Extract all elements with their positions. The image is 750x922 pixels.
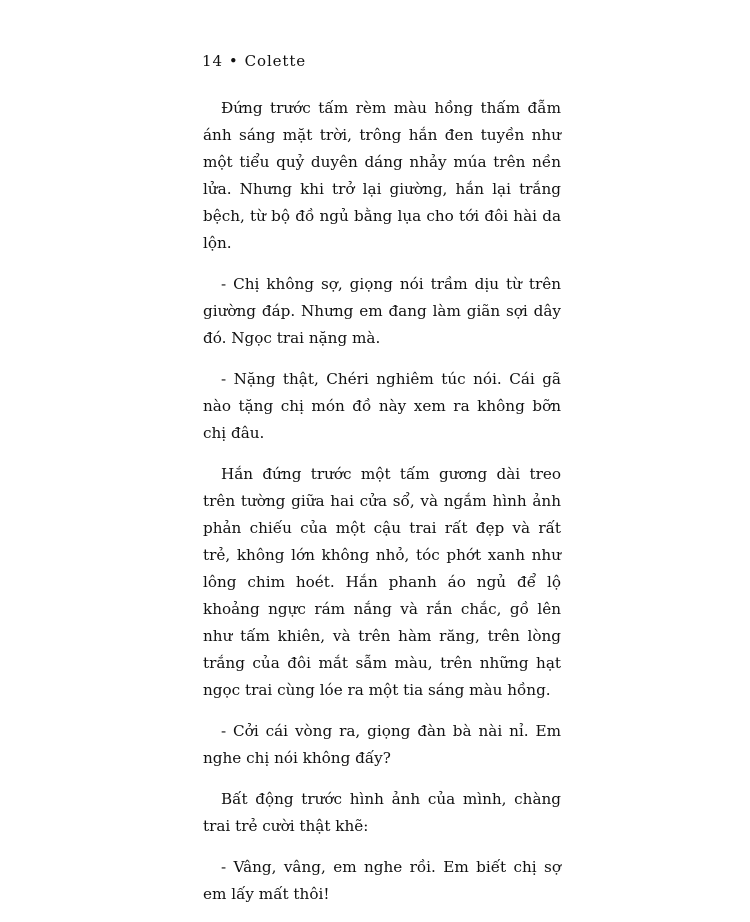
paragraph-2: - Chị không sợ, giọng nói trầm dịu từ trên giường đáp. Nhưng em đang làm giãn sợi dây đó. Ngọc trai nặng mà. — [203, 275, 561, 347]
paragraph-4: Hắn đứng trước một tấm gương dài treo trên tường giữa hai cửa sổ, và ngắm hình ảnh phản chiếu của một cậu trai rất đẹp và rất trẻ, không lớn không nhỏ, tóc phớt xanh như lông chim hoét. Hắn phanh áo ngủ để lộ khoảng ngực rám nắng và rắn chắc, gồ lên như tấm khiên, và trên hàm răng, trên lòng trắng của đôi mắt sẫm màu, trên những hạt ngọc trai cùng lóe ra một tia sáng màu hồng. — [203, 465, 561, 699]
paragraph-5: - Cởi cái vòng ra, giọng đàn bà nài nỉ. Em nghe chị nói không đấy? — [203, 722, 561, 767]
running-title: Colette — [244, 52, 307, 70]
body-text — [203, 95, 561, 922]
paragraph-7: - Vâng, vâng, em nghe rồi. Em biết chị sợ em lấy mất thôi! — [203, 858, 561, 903]
running-head — [202, 52, 306, 70]
page-number: 14 — [202, 52, 223, 70]
paragraph-1: Đứng trước tấm rèm màu hồng thấm đẫm ánh sáng mặt trời, trông hắn đen tuyền như một tiểu quỷ duyên dáng nhảy múa trên nền lửa. Nhưng khi trở lại giường, hắn lại trắng bệch, từ bộ đồ ngủ bằng lụa cho tới đôi hài da lộn. — [203, 99, 561, 252]
paragraph-6: Bất động trước hình ảnh của mình, chàng trai trẻ cười thật khẽ: — [203, 790, 561, 835]
paragraph-3: - Nặng thật, Chéri nghiêm túc nói. Cái gã nào tặng chị món đồ này xem ra không bỡn chị đâu. — [203, 370, 561, 442]
header-separator: • — [228, 52, 239, 70]
